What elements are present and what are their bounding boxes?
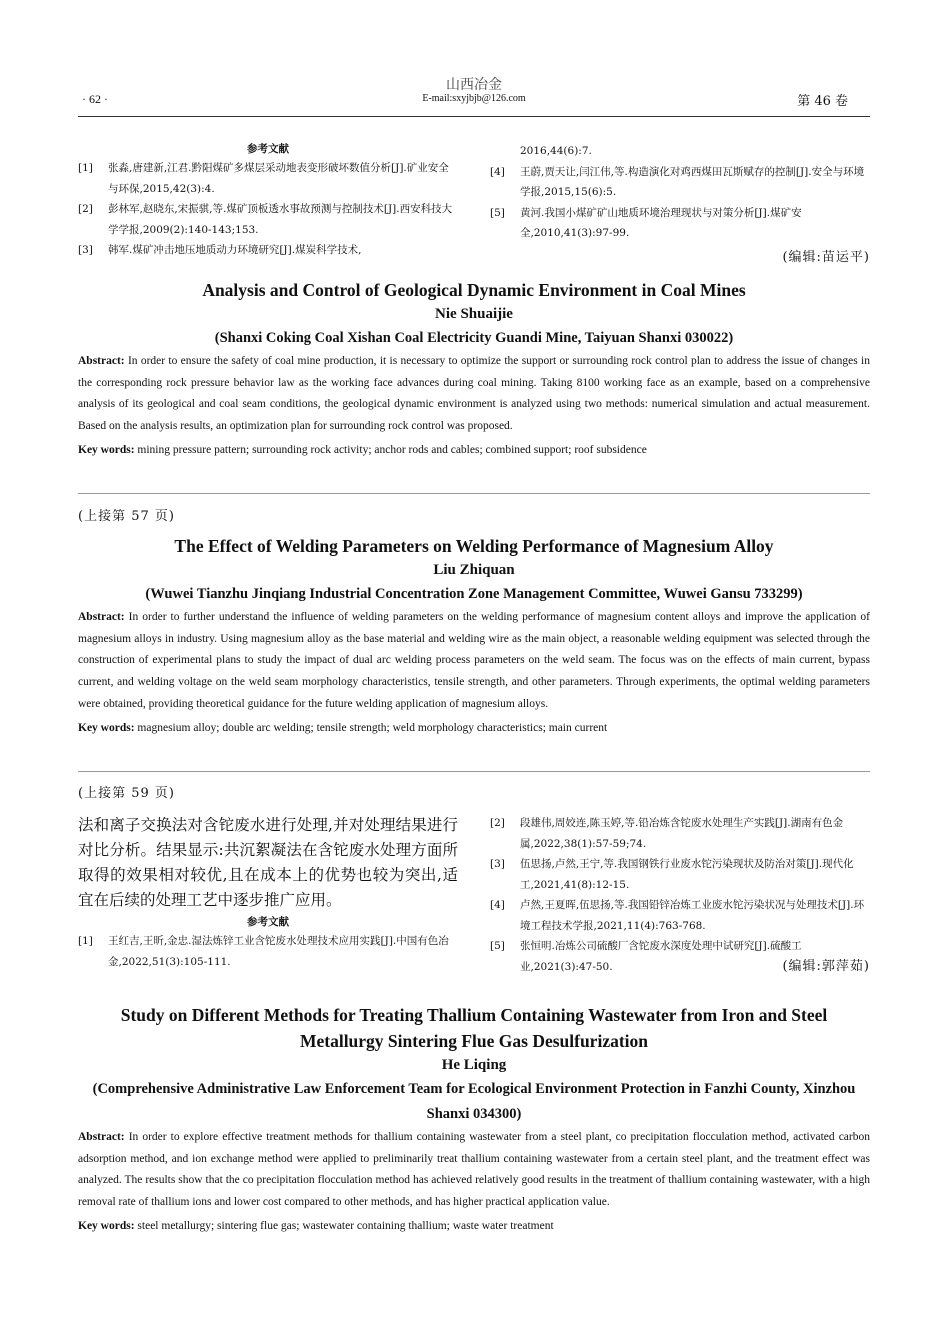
- section-divider: [78, 771, 870, 772]
- english-abstract-1: [78, 277, 870, 461]
- reference-item: [1] 王红吉,王昕,金忠.湿法炼锌工业含铊废水处理技术应用实践[J].中国有色冶金,2022,51(3):105-111.: [78, 935, 449, 968]
- english-abstract-2: [78, 533, 870, 739]
- article-affiliation: (Wuwei Tianzhu Jinqiang Industrial Concentration Zone Management Committee, Wuwei Gansu 733299): [145, 586, 803, 602]
- article-affiliation: (Shanxi Coking Coal Xishan Coal Electricity Guandi Mine, Taiyuan Shanxi 030022): [214, 330, 734, 346]
- references-heading: 参考文献: [247, 916, 289, 928]
- reference-item: [4] 卢然,王夏晖,伍思扬,等.我国铅锌冶炼工业废水铊污染状况与处理技术[J].环境工程技术学报,2021,11(4):763-768.: [490, 899, 865, 932]
- reference-item: [3] 伍思扬,卢然,王宁,等.我国钢铁行业废水铊污染现状及防治对策[J].现代化工,2021,41(8):12-15.: [490, 858, 854, 891]
- journal-email: E-mail:sxyjbjb@126.com: [422, 93, 526, 104]
- article-author: Liu Zhiquan: [433, 562, 515, 578]
- abstract-text: Abstract: In order to ensure the safety of coal mine production, it is necessary to optimize the support or surrounding rock control plan to address the issue of changes in the corresponding rock pressure behavior law as the working face advances during coal mining. Taking 8100 working face as an example, based on a comprehensive analysis of its geological and coal seam conditions, the geological dynamic environment is analyzed using two methods: numerical simulation and actual measurement. Based on the analysis results, an optimization plan for surrounding rock control was proposed.: [78, 355, 871, 433]
- reference-item: [1] 张淼,唐建新,江君.黔阳煤矿多煤层采动地表变形破坏数值分析[J].矿业安全与环保,2015,42(3):4.: [78, 162, 449, 195]
- reference-item: [5] 黄河.我国小煤矿矿山地质环境治理现状与对策分析[J].煤矿安全,2010,41(3):97-99.: [490, 206, 802, 239]
- volume-label: 第 46 卷: [797, 94, 848, 109]
- journal-name: 山西冶金: [446, 77, 502, 93]
- abstract-text: Abstract: In order to further understand the influence of welding parameters on the welding performance of magnesium content alloys and improve the application of magnesium alloys in industry. Using magnesium alloy as the base material and welding wire as the main object, a reasonable welding equipment was selected through the construction of experimental plans to study the impact of dual arc welding process parameters on the weld seam. The focus was on the effects of main current, bypass current, and welding voltage on the weld seam morphology characteristics, tensile strength, and other parameters. Through experiments, the optimal welding parameters were obtained, providing theoretical guidance for the future welding application of magnesium alloys.: [78, 611, 870, 710]
- section-divider: [78, 493, 870, 494]
- continued-note: (上接第 57 页): [78, 509, 175, 524]
- reference-continuation: 2016,44(6):7.: [520, 145, 592, 157]
- abstract-text: Abstract: In order to explore effective treatment methods for thallium containing wastewater from a steel plant, co precipitation flocculation method, activated carbon adsorption method, and ion exchange method were applied to preliminarily treat thallium containing wastewater from a certain steel plant, and the treatment effect was analyzed. The results show that the co precipitation flocculation method has achieved relatively good results in the treatment of thallium containing wastewater, with a high removal rate of thallium ions and lower cost compared to other methods, and has higher practical application value.: [78, 1131, 870, 1209]
- references-right-3: [490, 813, 870, 974]
- reference-item: [2] 彭林军,赵晓东,宋振骐,等.煤矿顶板透水事故预测与控制技术[J].西安科技大学学报,2009(2):140-143;153.: [78, 203, 453, 236]
- reference-item: [3] 韩军.煤矿冲击地压地质动力环境研究[J].煤炭科学技术,: [78, 244, 362, 256]
- article-title: Study on Different Methods for Treating Thallium Containing Wastewater from Iron and Steel Metallurgy Sintering Flue Gas Desulfurization: [120, 1005, 828, 1051]
- running-header: [78, 74, 870, 117]
- references-right-1: [490, 141, 870, 265]
- article-author: He Liqing: [441, 1057, 507, 1073]
- article-author: Nie Shuaijie: [435, 306, 513, 322]
- references-heading: 参考文献: [247, 143, 289, 155]
- keywords: Key words: mining pressure pattern; surrounding rock activity; anchor rods and cables; combined support; roof subsidence: [78, 443, 647, 456]
- article-title: Analysis and Control of Geological Dynamic Environment in Coal Mines: [202, 280, 746, 300]
- reference-item: [5] 张恒明.冶炼公司硫酸厂含铊废水深度处理中试研究[J].硫酸工业,2021(3):47-50.: [490, 940, 802, 973]
- reference-item: [2] 段雄伟,周姣连,陈玉婷,等.铅冶炼含铊废水处理生产实践[J].湖南有色金属,2022,38(1):57-59;74.: [490, 817, 844, 850]
- body-paragraph: 法和离子交换法对含铊废水进行处理,并对处理结果进行对比分析。结果显示:共沉絮凝法在含铊废水处理方面所取得的效果相对较优,且在成本上的优势也较为突出,适宜在后续的处理工艺中逐步推广应用。: [78, 816, 458, 909]
- editor-note: (编辑:苗运平): [782, 249, 870, 265]
- keywords: Key words: magnesium alloy; double arc welding; tensile strength; weld morphology characteristics; main current: [78, 721, 608, 734]
- references-left-1: [78, 141, 458, 261]
- editor-note: (编辑:郭萍茹): [782, 959, 870, 974]
- keywords: Key words: steel metallurgy; sintering flue gas; wastewater containing thallium; waste water treatment: [78, 1219, 554, 1232]
- article-affiliation: (Comprehensive Administrative Law Enforcement Team for Ecological Environment Protection in Fanzhi County, Xinzhou Shanxi 034300): [92, 1081, 856, 1122]
- page-number: · 62 ·: [82, 92, 108, 106]
- body-left-3: [78, 813, 458, 972]
- english-abstract-3: [78, 1002, 870, 1237]
- continued-note: (上接第 59 页): [78, 786, 175, 801]
- article-title: The Effect of Welding Parameters on Welding Performance of Magnesium Alloy: [174, 536, 774, 556]
- reference-item: [4] 王蔚,贾天让,闫江伟,等.构造演化对鸡西煤田瓦斯赋存的控制[J].安全与环境学报,2015,15(6):5.: [490, 165, 865, 198]
